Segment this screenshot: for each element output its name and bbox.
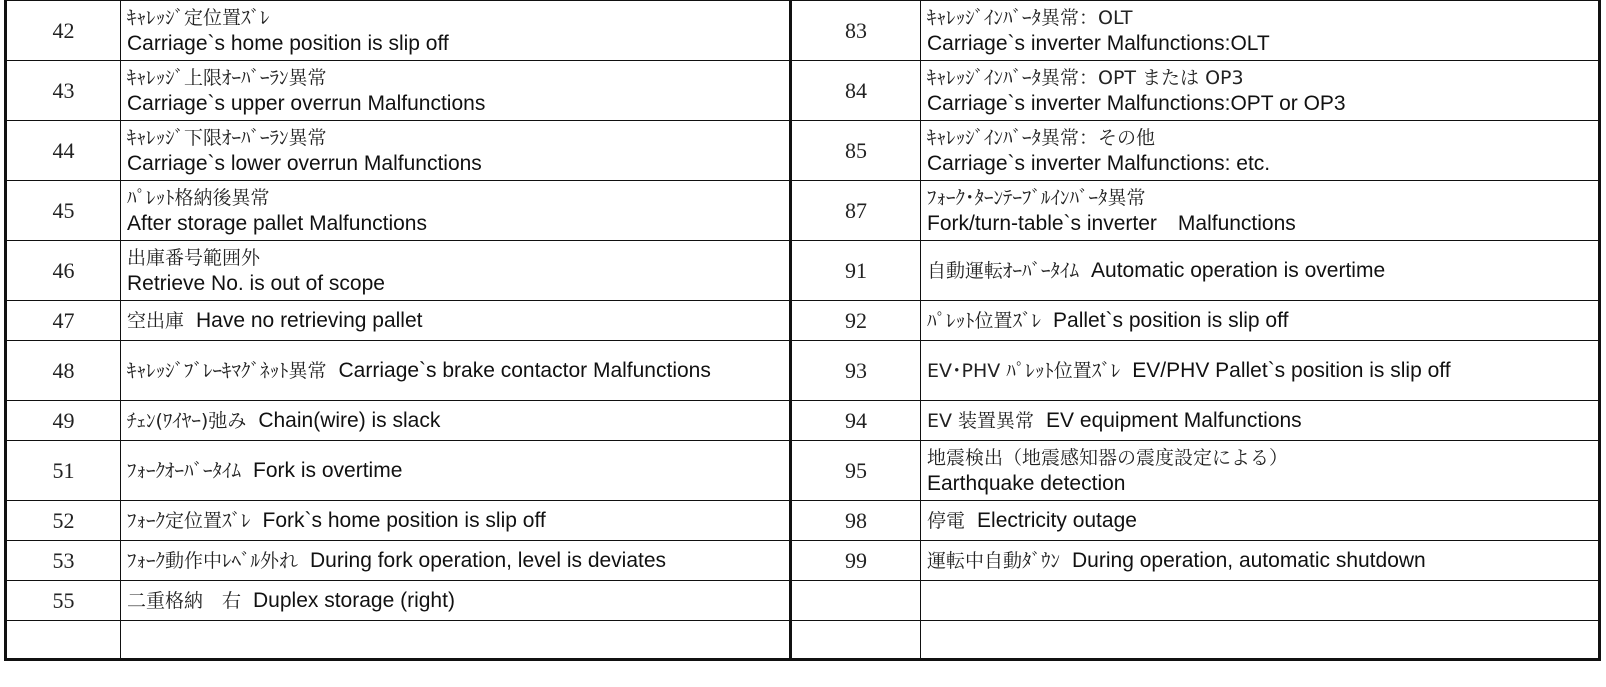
error-code-number: 94	[791, 401, 921, 441]
error-description	[921, 501, 1600, 541]
error-description	[121, 581, 791, 621]
error-description	[921, 581, 1600, 621]
error-description-jp: ｷｬﾚｯｼﾞ定位置ｽﾞﾚ	[127, 6, 270, 29]
error-description	[121, 301, 791, 341]
error-description-jp: ｷｬﾚｯｼﾞｲﾝﾊﾞｰﾀ異常：その他	[927, 126, 1156, 149]
error-description	[921, 61, 1600, 121]
error-code-number: 87	[791, 181, 921, 241]
error-description-en: Chain(wire) is slack	[258, 408, 441, 432]
error-description-en: Electricity outage	[977, 508, 1137, 532]
error-description-en: Carriage`s brake contactor Malfunctions	[338, 358, 711, 382]
error-code-number: 98	[791, 501, 921, 541]
error-code-number: 45	[6, 181, 121, 241]
empty-cell	[791, 621, 921, 660]
table-row-empty	[6, 621, 1600, 660]
table-row	[6, 441, 1600, 501]
error-description-jp: EV 装置異常	[927, 409, 1035, 432]
error-description-en: Carriage`s inverter Malfunctions:OLT	[927, 31, 1270, 55]
error-description-en: Duplex storage (right)	[253, 588, 455, 612]
error-description-jp: 運転中自動ﾀﾞｳﾝ	[927, 549, 1061, 572]
error-description-jp: ﾊﾟﾚｯﾄ格納後異常	[127, 186, 270, 209]
error-description	[921, 301, 1600, 341]
empty-cell	[6, 621, 121, 660]
error-code-number: 93	[791, 341, 921, 401]
error-description	[921, 441, 1600, 501]
error-description-en: Fork/turn-table`s inverter Malfunctions	[927, 211, 1296, 235]
error-description-jp: ｷｬﾚｯｼﾞｲﾝﾊﾞｰﾀ異常：OPT または OP3	[927, 66, 1244, 89]
error-description	[121, 61, 791, 121]
error-description-en: Carriage`s inverter Malfunctions:OPT or OP3	[927, 91, 1346, 115]
error-description	[121, 181, 791, 241]
table-row	[6, 401, 1600, 441]
error-description-jp: ｷｬﾚｯｼﾞ上限ｵｰﾊﾞｰﾗﾝ異常	[127, 66, 327, 89]
error-description	[121, 241, 791, 301]
table-row	[6, 501, 1600, 541]
error-description	[121, 401, 791, 441]
error-description-en: Carriage`s upper overrun Malfunctions	[127, 91, 486, 115]
error-code-number: 84	[791, 61, 921, 121]
error-description-en: Carriage`s inverter Malfunctions: etc.	[927, 151, 1271, 175]
error-code-number: 99	[791, 541, 921, 581]
error-description-jp: 二重格納 右	[127, 589, 242, 612]
error-description-en: After storage pallet Malfunctions	[127, 211, 427, 235]
table-row	[6, 301, 1600, 341]
empty-cell	[121, 621, 791, 660]
error-description	[921, 341, 1600, 401]
error-description	[921, 121, 1600, 181]
error-description-jp: ﾌｫｰｸｵｰﾊﾞｰﾀｲﾑ	[127, 459, 242, 482]
error-description-jp: 出庫番号範囲外	[127, 246, 261, 269]
error-description	[121, 441, 791, 501]
error-description	[921, 1, 1600, 61]
error-description-jp: ｷｬﾚｯｼﾞ下限ｵｰﾊﾞｰﾗﾝ異常	[127, 126, 327, 149]
error-code-number: 95	[791, 441, 921, 501]
error-description-en: Earthquake detection	[927, 471, 1126, 495]
table-row	[6, 61, 1600, 121]
error-code-number: 48	[6, 341, 121, 401]
error-description	[121, 541, 791, 581]
error-description-jp: ﾌｫｰｸ動作中ﾚﾍﾞﾙ外れ	[127, 549, 299, 572]
table-row	[6, 341, 1600, 401]
error-code-number: 53	[6, 541, 121, 581]
error-description-en: EV/PHV Pallet`s position is slip off	[1132, 358, 1451, 382]
error-code-number: 55	[6, 581, 121, 621]
empty-cell	[921, 621, 1600, 660]
error-description-jp: EV･PHV ﾊﾟﾚｯﾄ位置ｽﾞﾚ	[927, 359, 1121, 382]
error-description	[121, 121, 791, 181]
error-description	[121, 1, 791, 61]
table-row	[6, 1, 1600, 61]
table-row	[6, 541, 1600, 581]
error-description-en: EV equipment Malfunctions	[1046, 408, 1302, 432]
error-description-jp: ｷｬﾚｯｼﾞｲﾝﾊﾞｰﾀ異常：OLT	[927, 6, 1133, 29]
error-code-number: 92	[791, 301, 921, 341]
error-description-en: Pallet`s position is slip off	[1053, 308, 1289, 332]
error-description-en: During fork operation, level is deviates	[310, 548, 667, 572]
error-code-number: 85	[791, 121, 921, 181]
error-code-table	[4, 0, 1601, 661]
error-description-jp: 停電	[927, 509, 966, 532]
error-code-table-wrapper	[4, 0, 1598, 661]
table-row	[6, 121, 1600, 181]
error-description-en: Carriage`s home position is slip off	[127, 31, 449, 55]
error-description-jp: 空出庫	[127, 309, 185, 332]
error-code-number: 49	[6, 401, 121, 441]
error-description	[921, 241, 1600, 301]
error-description	[921, 541, 1600, 581]
error-description	[921, 181, 1600, 241]
error-description	[121, 341, 791, 401]
error-description-en: Carriage`s lower overrun Malfunctions	[127, 151, 482, 175]
error-description-en: Fork`s home position is slip off	[262, 508, 546, 532]
error-description-en: Automatic operation is overtime	[1091, 258, 1386, 282]
error-description-jp: ｷｬﾚｯｼﾞﾌﾞﾚｰｷﾏｸﾞﾈｯﾄ異常	[127, 359, 327, 382]
table-row	[6, 181, 1600, 241]
error-description-jp: 自動運転ｵｰﾊﾞｰﾀｲﾑ	[927, 259, 1080, 282]
error-code-number	[791, 581, 921, 621]
error-code-number: 47	[6, 301, 121, 341]
error-code-number: 46	[6, 241, 121, 301]
error-description-jp: ﾌｫｰｸ･ﾀｰﾝﾃｰﾌﾞﾙｲﾝﾊﾞｰﾀ異常	[927, 186, 1146, 209]
error-code-number: 51	[6, 441, 121, 501]
error-description	[121, 501, 791, 541]
error-description	[921, 401, 1600, 441]
error-description-en: Fork is overtime	[253, 458, 403, 482]
error-code-number: 83	[791, 1, 921, 61]
table-row	[6, 581, 1600, 621]
error-description-en: Have no retrieving pallet	[196, 308, 423, 332]
error-code-number: 44	[6, 121, 121, 181]
error-code-number: 91	[791, 241, 921, 301]
error-description-jp: ﾁｪﾝ(ﾜｲﾔｰ)弛み	[127, 409, 247, 432]
error-description-jp: ﾌｫｰｸ定位置ｽﾞﾚ	[127, 509, 251, 532]
error-description-jp: 地震検出（地震感知器の震度設定による）	[927, 446, 1289, 469]
error-code-number: 42	[6, 1, 121, 61]
error-description-jp: ﾊﾟﾚｯﾄ位置ｽﾞﾚ	[927, 309, 1042, 332]
error-code-number: 52	[6, 501, 121, 541]
table-row	[6, 241, 1600, 301]
error-description-en: During operation, automatic shutdown	[1072, 548, 1426, 572]
error-description-en: Retrieve No. is out of scope	[127, 271, 385, 295]
error-code-number: 43	[6, 61, 121, 121]
